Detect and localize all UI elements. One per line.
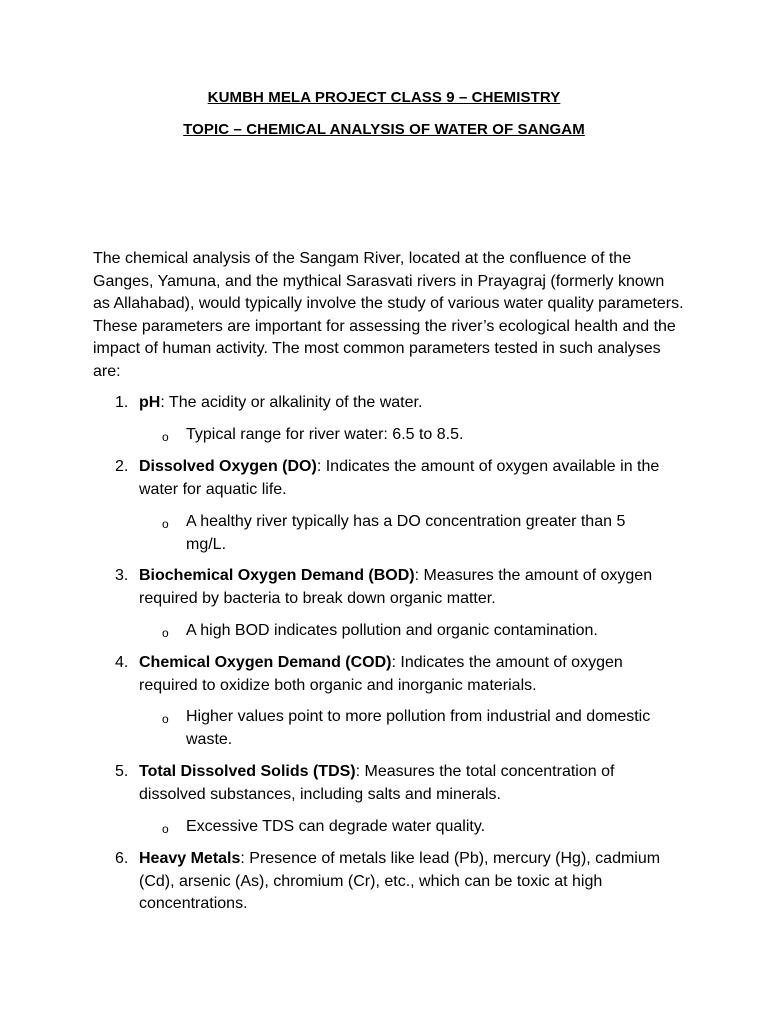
list-item-text	[139, 848, 684, 916]
intro-paragraph: The chemical analysis of the Sangam River, located at the confluence of the Ganges, Yamuna, and the mythical Sarasvati rivers in Prayagraj (formerly known as Allahabad), would typically involve the study of various water quality parameters. These parameters are important for assessing the river’s ecological health and the impact of human activity. The most common parameters tested in such analyses are:	[93, 250, 684, 380]
list-item-number: 6.	[115, 850, 129, 867]
list-item-term: Dissolved Oxygen (DO)	[139, 458, 317, 475]
list-item-text	[139, 565, 684, 610]
sub-list-item-text: Excessive TDS can degrade water quality.	[186, 818, 486, 835]
list-item-text	[139, 652, 684, 697]
list-item-term: Biochemical Oxygen Demand (BOD)	[139, 567, 415, 584]
list-item-description: : Indicates the amount of oxygen required to oxidize both organic and inorganic materials.	[139, 654, 623, 694]
list-item-text	[139, 456, 684, 501]
sub-list-item-text: A high BOD indicates pollution and organic contamination.	[186, 622, 598, 639]
list-item-description: : Measures the amount of oxygen required by bacteria to break down organic matter.	[139, 567, 653, 607]
list-item-number: 1.	[115, 394, 129, 411]
bullet-icon: o	[162, 822, 169, 836]
list-item-text	[139, 392, 684, 415]
list-item-description: : Presence of metals like lead (Pb), mercury (Hg), cadmium (Cd), arsenic (As), chromium (Cr), etc., which can be toxic at high concentrations.	[139, 850, 661, 913]
list-item-number: 4.	[115, 654, 129, 671]
sub-list-item-text: Higher values point to more pollution from industrial and domestic waste.	[186, 708, 651, 748]
sub-list-item-text: A healthy river typically has a DO concentration greater than 5 mg/L.	[186, 513, 626, 553]
list-item-term: Heavy Metals	[139, 850, 241, 867]
bullet-icon: o	[162, 517, 169, 531]
list-item-number: 3.	[115, 567, 129, 584]
document-topic: TOPIC – CHEMICAL ANALYSIS OF WATER OF SANGAM	[183, 121, 585, 138]
bullet-icon: o	[162, 712, 169, 726]
list-item-description: : The acidity or alkalinity of the water.	[160, 394, 423, 411]
sub-list-item-text: Typical range for river water: 6.5 to 8.5.	[186, 426, 464, 443]
list-item-term: Total Dissolved Solids (TDS)	[139, 763, 356, 780]
document-title: KUMBH MELA PROJECT CLASS 9 – CHEMISTRY	[207, 89, 561, 106]
list-item-number: 2.	[115, 458, 129, 475]
list-item-description: : Indicates the amount of oxygen available in the water for aquatic life.	[139, 458, 660, 498]
list-item-description: : Measures the total concentration of dissolved substances, including salts and minerals.	[139, 763, 615, 803]
list-item-term: pH	[139, 394, 161, 411]
bullet-icon: o	[162, 626, 169, 640]
list-item-number: 5.	[115, 763, 129, 780]
list-item-term: Chemical Oxygen Demand (COD)	[139, 654, 392, 671]
list-item-text	[139, 761, 684, 806]
bullet-icon: o	[162, 430, 169, 444]
